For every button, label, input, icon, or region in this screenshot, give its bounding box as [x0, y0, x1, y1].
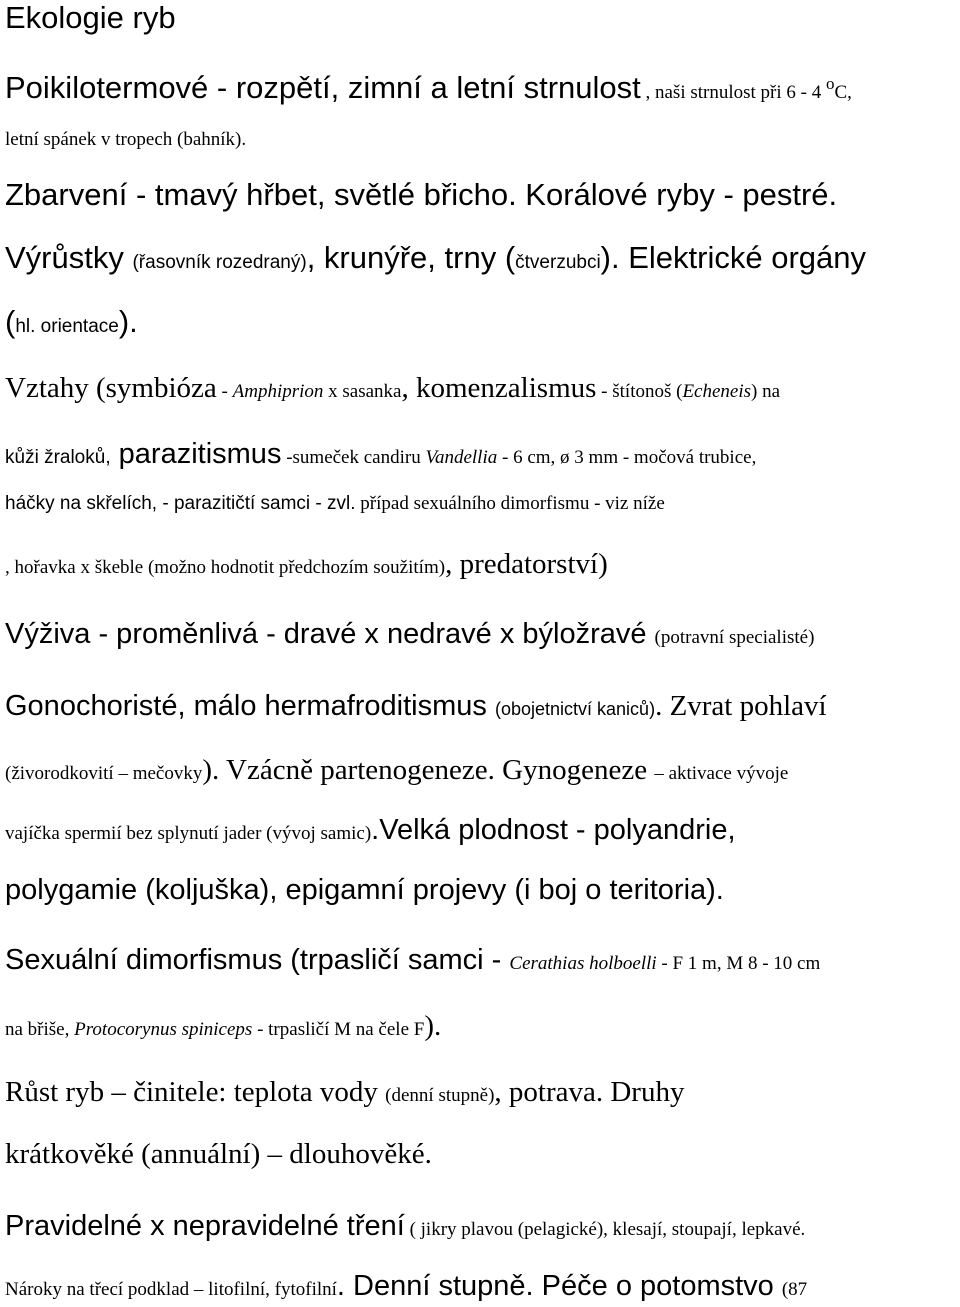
text-line-14: polygamie (koljuška), epigamní projevy (i boj o teritoria). [5, 874, 724, 906]
text-line-5: (hl. orientace). [5, 304, 138, 339]
text-line-3: Zbarvení - tmavý hřbet, světlé břicho. Korálové ryby - pestré. [5, 177, 838, 212]
page-title: Ekologie ryb [5, 0, 176, 35]
text-line-19: Pravidelné x nepravidelné tření ( jikry plavou (pelagické), klesají, stoupají, lepkavé. [5, 1210, 806, 1242]
text-line-6: Vztahy (symbióza - Amphiprion x sasanka, komenzalismus - štítonoš (Echeneis) na [5, 372, 781, 404]
text-line-16: na břiše, Protocorynus spiniceps - trpasličí M na čele F). [5, 1010, 442, 1042]
text-line-9: , hořavka x škeble (možno hodnotit předchozím soužitím), predatorství) [5, 548, 608, 580]
text-line-4: Výrůstky (řasovník rozedraný), krunýře, trny (čtverzubci). Elektrické orgány [5, 240, 866, 275]
text-line-12: (živorodkovití – mečovky). Vzácně partenogeneze. Gynogeneze – aktivace vývoje [5, 754, 789, 786]
text-line-15: Sexuální dimorfismus (trpasličí samci - Cerathias holboelli - F 1 m, M 8 - 10 cm [5, 944, 821, 976]
text-line-8: háčky na skřelích, - parazitičtí samci - zvl. případ sexuálního dimorfismu - viz níže [5, 493, 665, 514]
text-line-10: Výživa - proměnlivá - dravé x nedravé x býložravé (potravní specialisté) [5, 618, 815, 650]
text-line-2: letní spánek v tropech (bahník). [5, 129, 247, 150]
text-line-7: kůži žraloků, parazitismus -sumeček candiru Vandellia - 6 cm, ø 3 mm - močová trubice, [5, 438, 757, 470]
text-line-1: Poikilotermové - rozpětí, zimní a letní strnulost , naši strnulost při 6 - 4 oC, [5, 70, 852, 105]
text-line-11: Gonochoristé, málo hermafroditismus (obojetnictví kaniců). Zvrat pohlaví [5, 690, 827, 722]
text-line-13: vajíčka spermií bez splynutí jader (vývoj samic).Velká plodnost - polyandrie, [5, 814, 736, 846]
text-line-17: Růst ryb – činitele: teplota vody (denní stupně), potrava. Druhy [5, 1076, 685, 1108]
text-line-20: Nároky na třecí podklad – litofilní, fytofilní. Denní stupně. Péče o potomstvo (87 [5, 1270, 808, 1302]
text-line-18: krátkověké (annuální) – dlouhověké. [5, 1138, 432, 1170]
